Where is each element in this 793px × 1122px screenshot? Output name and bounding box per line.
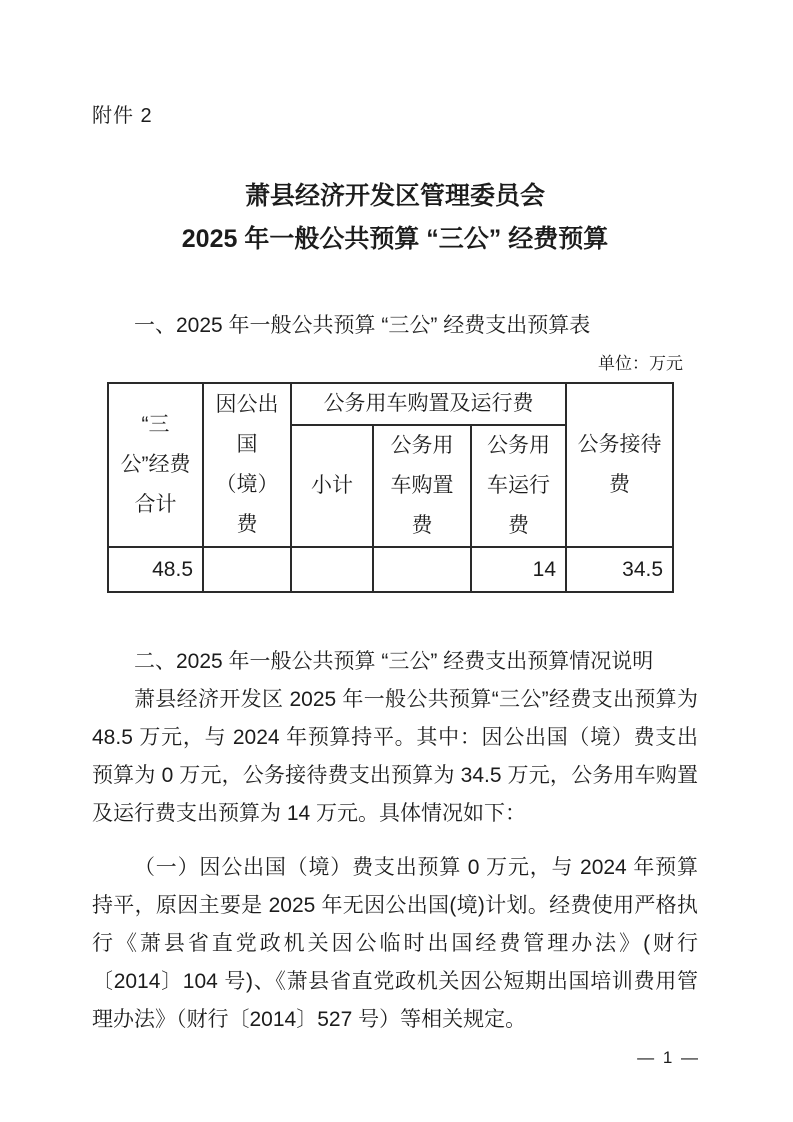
header-cell-reception-fee: 公务接待费 (566, 383, 673, 547)
cell-vehicle-purchase (373, 547, 471, 592)
section1-heading: 一、2025 年一般公共预算 “三公” 经费支出预算表 (134, 314, 591, 337)
budget-table (107, 382, 674, 593)
section2-heading: 二、2025 年一般公共预算 “三公” 经费支出预算情况说明 (134, 650, 654, 673)
header-cell-vehicle-purchase: 公务用车购置费 (373, 425, 471, 547)
attachment-label: 附件 2 (92, 105, 153, 127)
doc-title (92, 175, 698, 261)
header-cell-sangong-total: “三公”经费合计 (108, 383, 203, 547)
paragraph-budget-overview: 萧县经济开发区 2025 年一般公共预算“三公”经费支出预算为 48.5 万元，与 2024 年预算持平。其中：因公出国（境）费支出预算为 0 万元，公务接待费支出预算为 34.5 万元，公务用车购置及运行费支出预算为 14 万元。具体情况如下： (92, 688, 698, 825)
doc-title-line1: 萧县经济开发区管理委员会 (244, 182, 545, 210)
table-header-row-1 (108, 383, 673, 425)
document-content (92, 0, 698, 1039)
cell-reception-fee: 34.5 (566, 547, 673, 592)
cell-vehicle-operation: 14 (471, 547, 566, 592)
header-cell-subtotal: 小计 (291, 425, 373, 547)
header-cell-vehicle-operation: 公务用车运行费 (471, 425, 566, 547)
header-cell-vehicle-group: 公务用车购置及运行费 (291, 383, 566, 425)
paragraph-abroad-fee-explanation: （一）因公出国（境）费支出预算 0 万元，与 2024 年预算持平，原因主要是 2025 年无因公出国(境)计划。经费使用严格执行《萧县省直党政机关因公临时出国经费管理办法》(财行〔2014〕104 号)、《萧县省直党政机关因公短期出国培训费用管理办法》（财行〔2014〕527 号）等相关规定。 (92, 856, 698, 1031)
header-cell-abroad-fee: 因公出国（境）费 (203, 383, 291, 547)
page-number: — 1 — (637, 1048, 700, 1067)
cell-subtotal (291, 547, 373, 592)
cell-sangong-total: 48.5 (108, 547, 203, 592)
cell-abroad-fee (203, 547, 291, 592)
unit-note: 单位：万元 (598, 354, 683, 373)
table-data-row (108, 547, 673, 592)
doc-title-line2: 2025 年一般公共预算 “三公” 经费预算 (181, 225, 609, 253)
